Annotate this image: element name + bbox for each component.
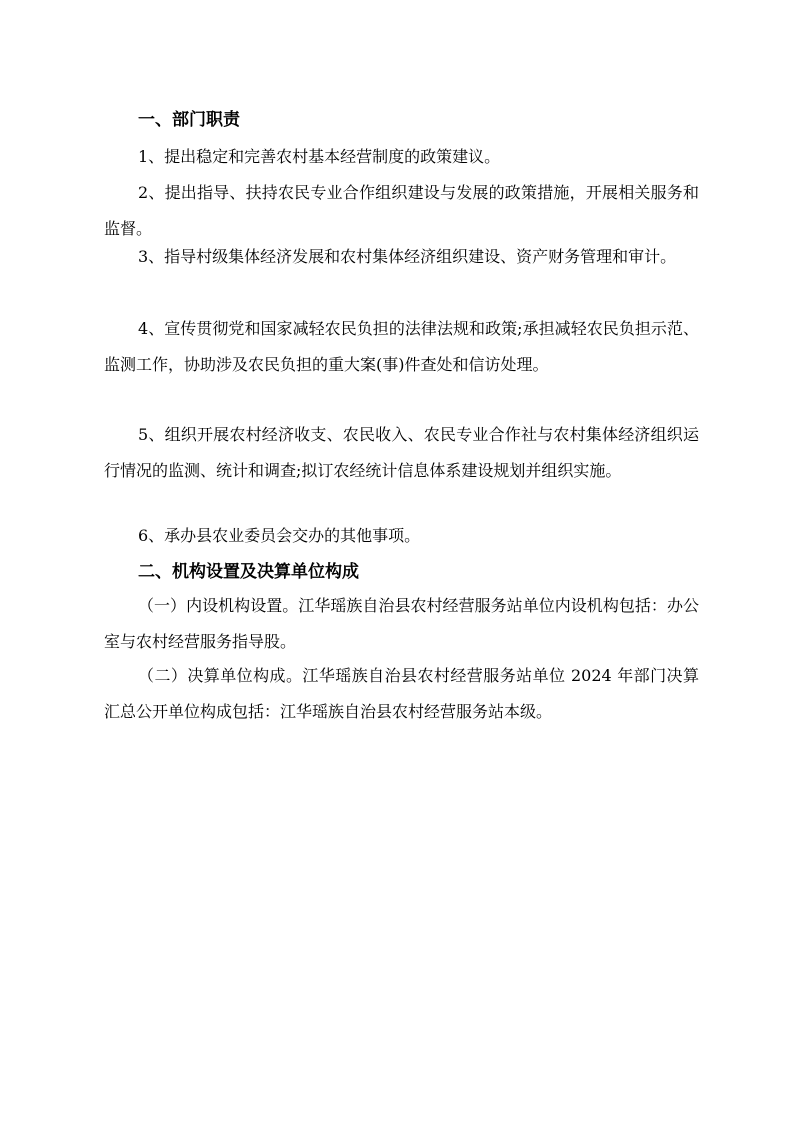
duty-item-5: 5、组织开展农村经济收支、农民收入、农民专业合作社与农村集体经济组织运行情况的监测、统计和调查;拟订农经统计信息体系建设规划并组织实施。 — [104, 425, 699, 480]
duty-item-3: 3、指导村级集体经济发展和农村集体经济组织建设、资产财务管理和审计。 — [138, 247, 677, 266]
section-heading-organization: 二、机构设置及决算单位构成 — [138, 562, 359, 582]
duty-item-1: 1、提出稳定和完善农村基本经营制度的政策建议。 — [138, 147, 501, 166]
section-heading-duties: 一、部门职责 — [138, 110, 240, 130]
duty-item-4: 4、宣传贯彻党和国家减轻农民负担的法律法规和政策;承担减轻农民负担示范、监测工作，协助涉及农民负担的重大案(事)件查处和信访处理。 — [104, 319, 699, 374]
duty-item-6: 6、承办县农业委员会交办的其他事项。 — [138, 526, 421, 545]
organization-item-2: （二）决算单位构成。江华瑶族自治县农村经营服务站单位 2024 年部门决算汇总公开单位构成包括：江华瑶族自治县农村经营服务站本级。 — [104, 666, 699, 721]
organization-item-1: （一）内设机构设置。江华瑶族自治县农村经营服务站单位内设机构包括：办公室与农村经营服务指导股。 — [104, 596, 699, 651]
duty-item-2: 2、提出指导、扶持农民专业合作组织建设与发展的政策措施，开展相关服务和监督。 — [104, 183, 699, 238]
